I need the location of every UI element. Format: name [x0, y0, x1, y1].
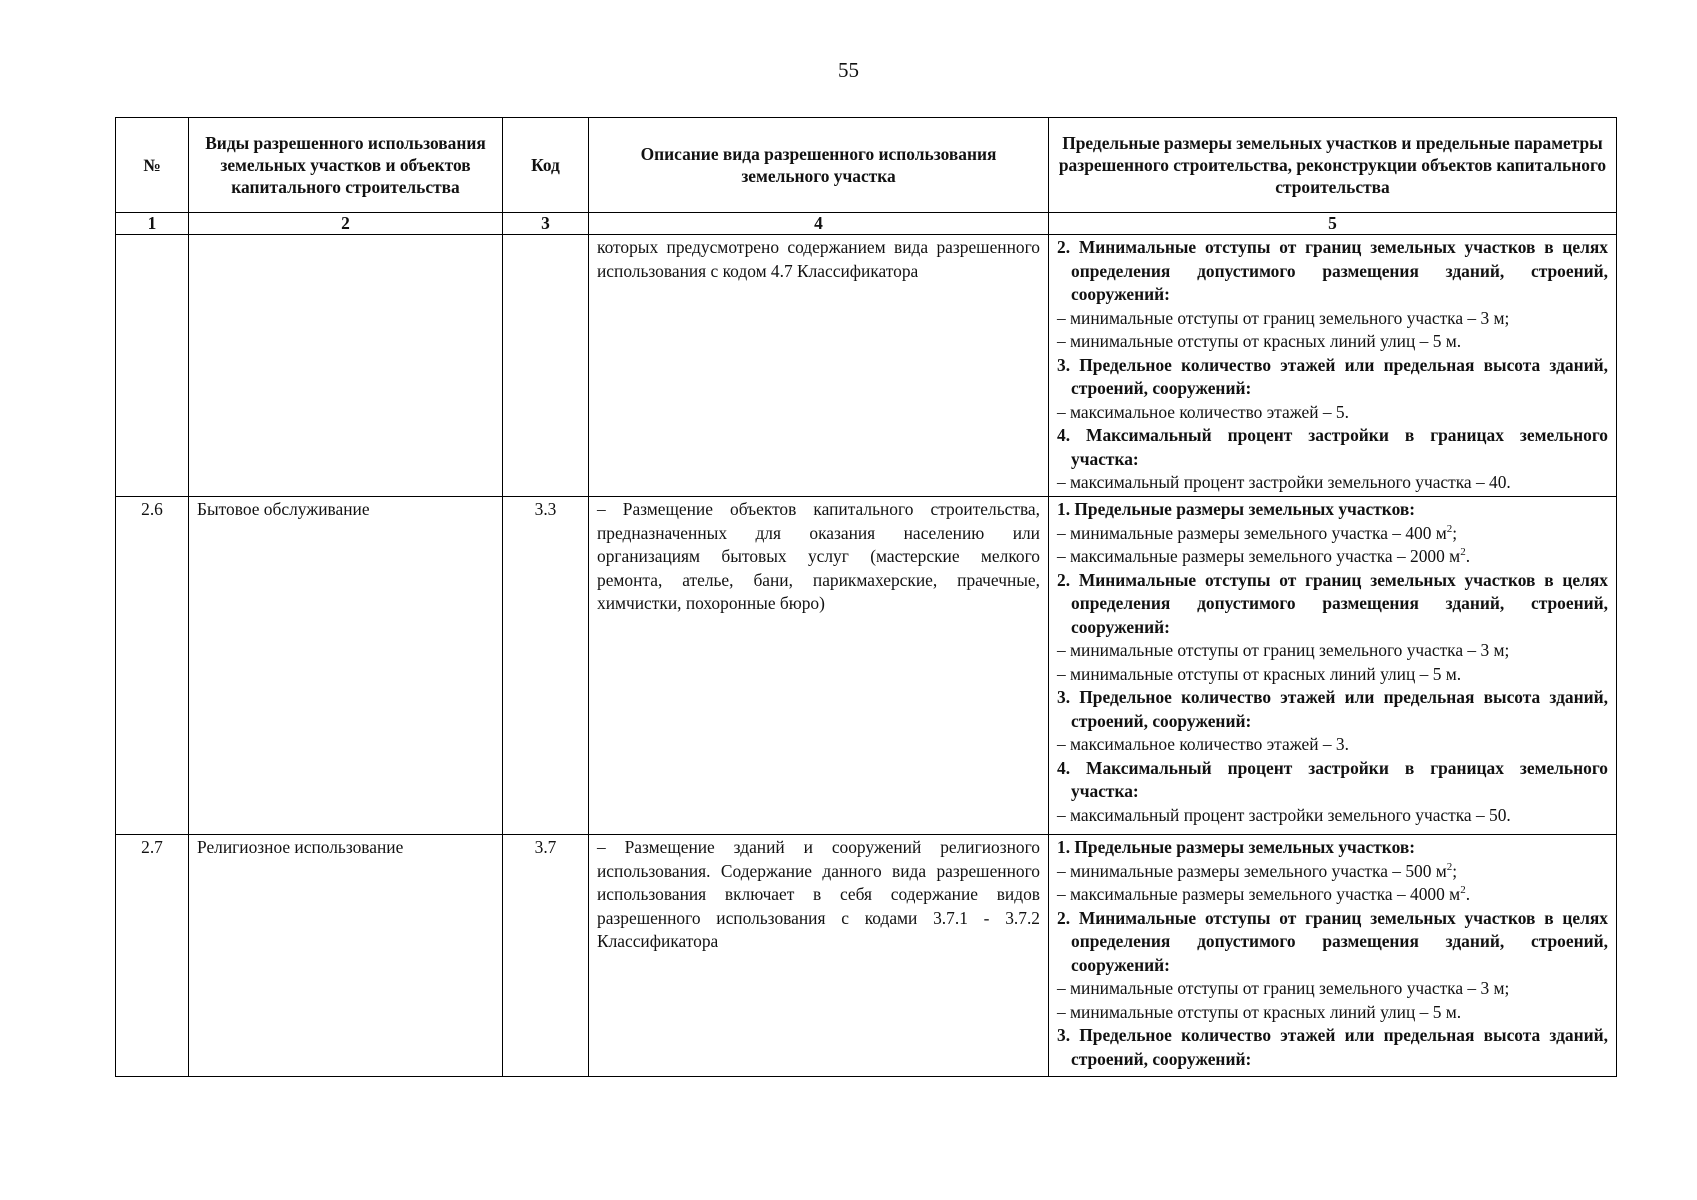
param-item: – минимальные отступы от красных линий улиц – 5 м.	[1057, 331, 1462, 351]
header-no: №	[116, 118, 189, 213]
param-text: – максимальные размеры земельного участка – 2000 м	[1057, 546, 1461, 566]
land-use-table	[115, 117, 1617, 1077]
param-item	[1057, 545, 1608, 569]
param-heading: 2. Минимальные отступы от границ земельных участков в целях определения допустимого размещения зданий, строений, сооружений:	[1057, 569, 1608, 637]
header-description: Описание вида разрешенного использования земельного участка	[589, 118, 1049, 213]
page-number: 55	[838, 58, 859, 82]
row-kind: Религиозное использование	[189, 835, 503, 1077]
row-code: 3.7	[503, 835, 589, 1077]
row-params	[1049, 235, 1617, 497]
param-item	[1057, 860, 1608, 884]
param-heading: 3. Предельное количество этажей или предельная высота зданий, строений, сооружений:	[1057, 687, 1608, 731]
row-number: 2.7	[116, 835, 189, 1077]
header-kind: Виды разрешенного использования земельных участков и объектов капитального строительства	[189, 118, 503, 213]
param-heading: 3. Предельное количество этажей или предельная высота зданий, строений, сооружений:	[1057, 1025, 1608, 1069]
param-item: – минимальные отступы от границ земельного участка – 3 м;	[1057, 978, 1510, 998]
superscript: 2	[1460, 884, 1466, 897]
table-row	[116, 497, 1617, 835]
param-item	[1057, 883, 1608, 907]
param-text-end: .	[1465, 546, 1471, 566]
description-text: которых предусмотрено содержанием вида разрешенного использования с кодом 4.7 Классификатора	[597, 237, 1040, 281]
row-params	[1049, 835, 1617, 1077]
param-heading: 3. Предельное количество этажей или предельная высота зданий, строений, сооружений:	[1057, 354, 1608, 398]
row-number: 2.6	[116, 497, 189, 835]
table-row	[116, 235, 1617, 497]
param-text: – минимальные размеры земельного участка – 500 м	[1057, 860, 1447, 881]
row-description	[589, 497, 1049, 835]
param-item: – максимальное количество этажей – 3.	[1057, 734, 1349, 754]
param-text-end: ;	[1452, 860, 1458, 881]
table-header-row	[116, 118, 1617, 213]
row-description	[589, 835, 1049, 1077]
param-text: – максимальные размеры земельного участка – 4000 м	[1057, 884, 1461, 904]
row-code	[503, 235, 589, 497]
column-number: 2	[189, 213, 503, 235]
superscript: 2	[1446, 522, 1453, 535]
column-number: 3	[503, 213, 589, 235]
param-item: – минимальные отступы от красных линий улиц – 5 м.	[1057, 663, 1462, 684]
param-item: – максимальный процент застройки земельного участка – 50.	[1057, 804, 1511, 825]
row-kind	[189, 235, 503, 497]
header-params: Предельные размеры земельных участков и предельные параметры разрешенного строительства, реконструкции объектов капитального строительства	[1049, 118, 1617, 213]
param-heading: 1. Предельные размеры земельных участков:	[1057, 837, 1416, 857]
superscript: 2	[1446, 860, 1453, 873]
param-text: – минимальные размеры земельного участка – 400 м	[1057, 522, 1447, 543]
column-number: 4	[589, 213, 1049, 235]
param-heading: 4. Максимальный процент застройки в границах земельного участка:	[1057, 757, 1608, 801]
row-kind: Бытовое обслуживание	[189, 497, 503, 835]
header-code: Код	[503, 118, 589, 213]
superscript: 2	[1460, 546, 1466, 559]
description-text: – Размещение объектов капитального строительства, предназначенных для оказания населению или организациям бытовых услуг (мастерские мелкого ремонта, ателье, бани, парикмахерские, прачечные, химчистки, похоронные бюро)	[597, 499, 1040, 613]
row-description	[589, 235, 1049, 497]
row-code: 3.3	[503, 497, 589, 835]
param-item	[1057, 522, 1608, 546]
param-heading: 2. Минимальные отступы от границ земельных участков в целях определения допустимого размещения зданий, строений, сооружений:	[1057, 907, 1608, 975]
column-number: 1	[116, 213, 189, 235]
row-number	[116, 235, 189, 497]
description-text: – Размещение зданий и сооружений религиозного использования. Содержание данного вида разрешенного использования включает в себя содержание видов разрешенного использования с кодами 3.7.1 - 3.7.2 Классификатора	[597, 837, 1040, 951]
param-item: – максимальное количество этажей – 5.	[1057, 401, 1349, 422]
row-params	[1049, 497, 1617, 835]
param-text-end: ;	[1452, 522, 1458, 543]
param-item: – минимальные отступы от красных линий улиц – 5 м.	[1057, 1001, 1462, 1022]
param-item: – минимальные отступы от границ земельного участка – 3 м;	[1057, 640, 1510, 660]
param-text-end: .	[1465, 884, 1471, 904]
column-number: 5	[1049, 213, 1617, 235]
column-number-row	[116, 213, 1617, 235]
table-row	[116, 835, 1617, 1077]
param-heading: 4. Максимальный процент застройки в границах земельного участка:	[1057, 425, 1608, 469]
param-item: – максимальный процент застройки земельного участка – 40.	[1057, 472, 1511, 492]
param-item: – минимальные отступы от границ земельного участка – 3 м;	[1057, 307, 1510, 328]
param-heading: 2. Минимальные отступы от границ земельных участков в целях определения допустимого размещения зданий, строений, сооружений:	[1057, 237, 1608, 304]
param-heading: 1. Предельные размеры земельных участков:	[1057, 499, 1416, 519]
